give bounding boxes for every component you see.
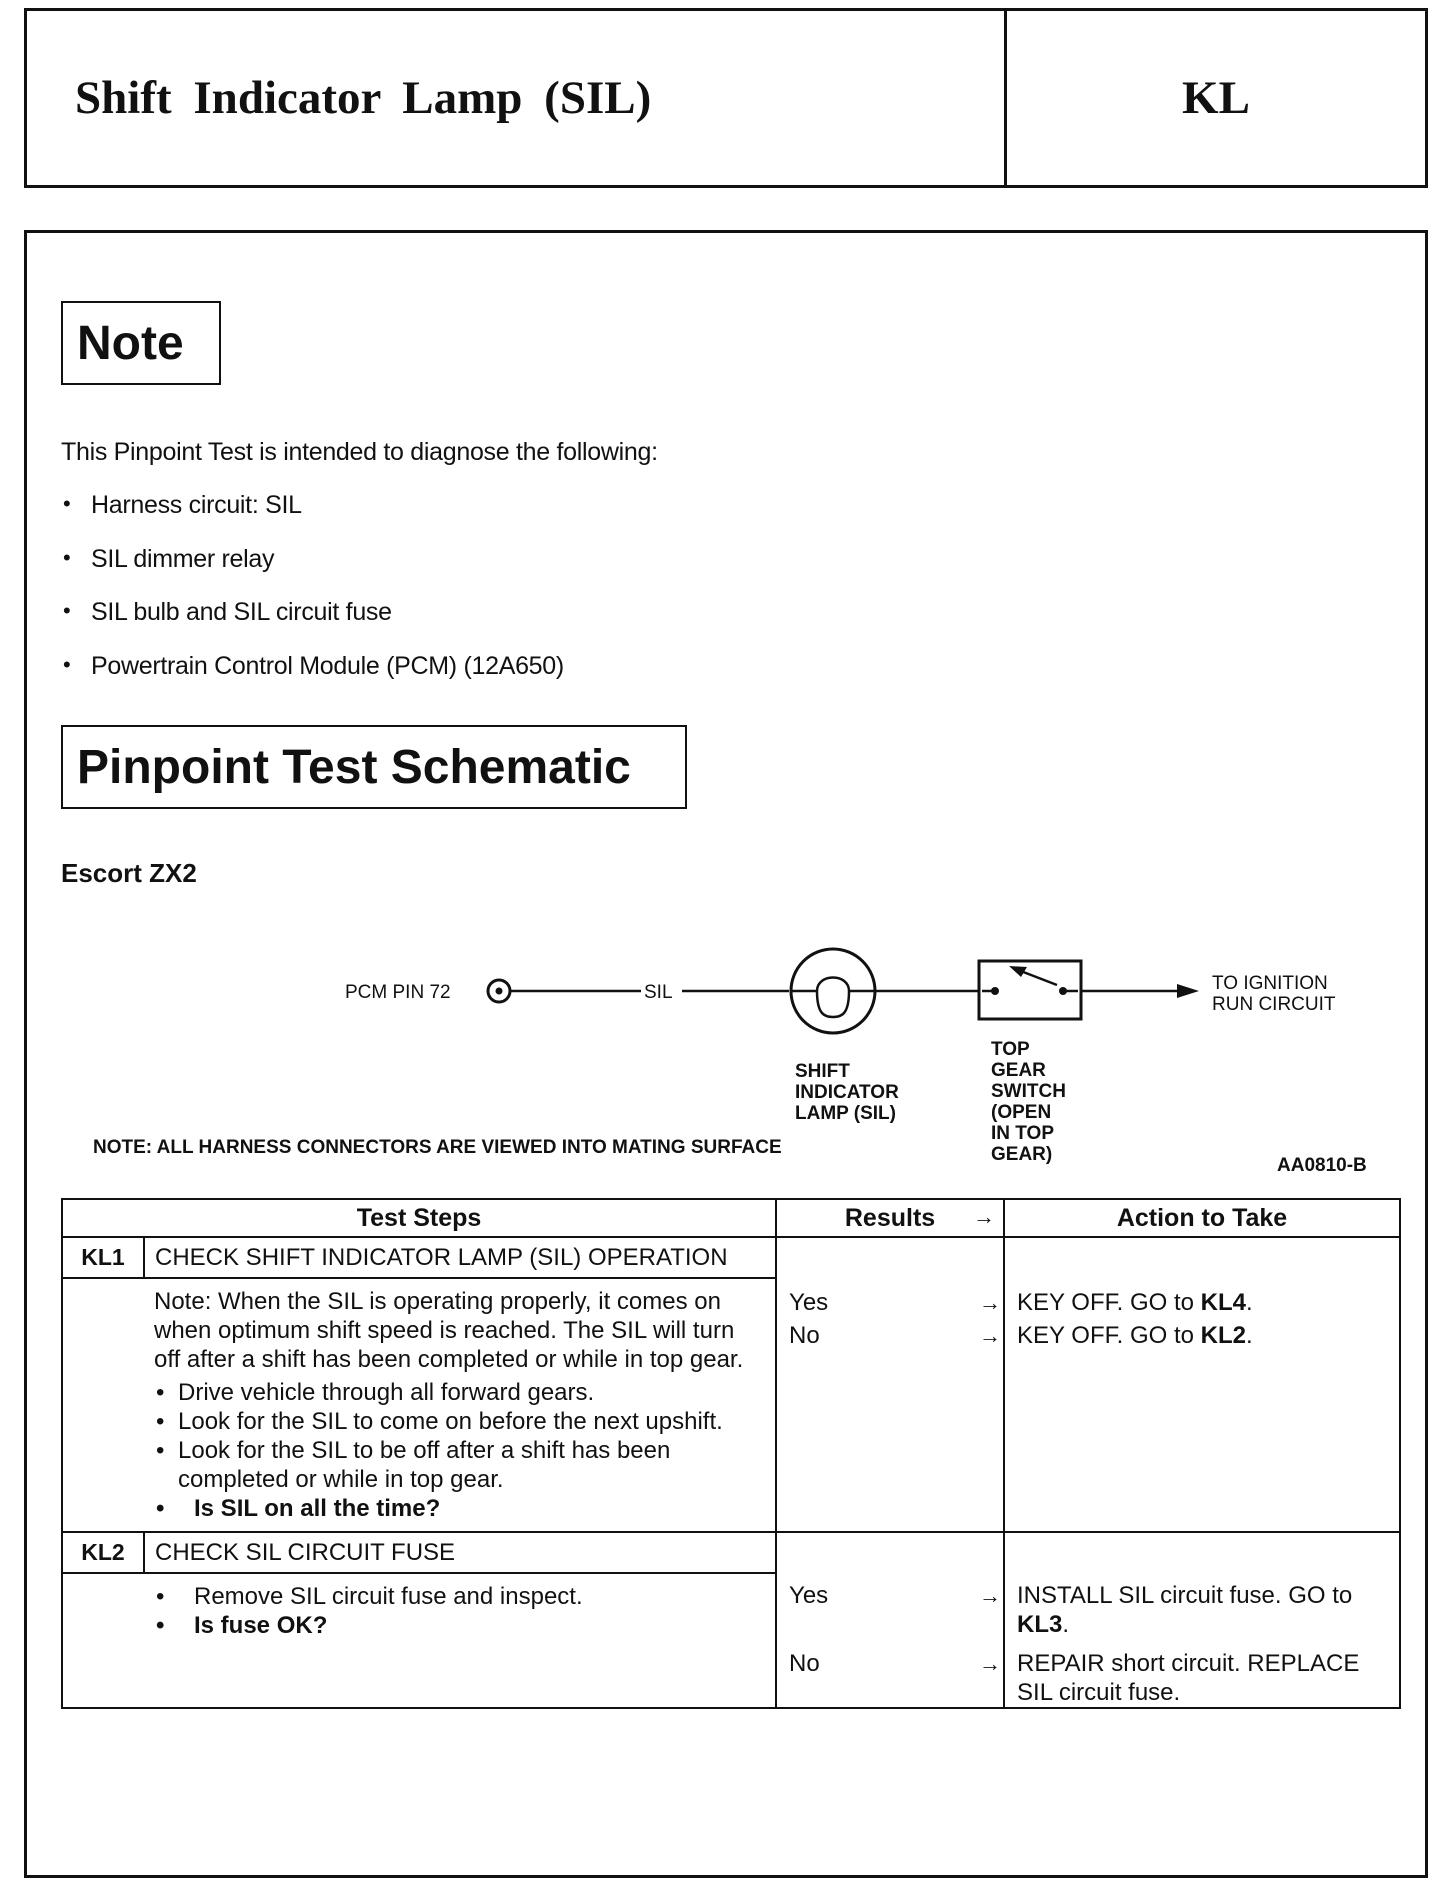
list-item: • Look for the SIL to be off after a shift has been completed or while in top gear. (154, 1436, 765, 1494)
schematic-diagram (27, 913, 1427, 1203)
arrow-right-icon (1177, 984, 1199, 998)
schematic-heading: Pinpoint Test Schematic (61, 725, 687, 809)
list-item: • SIL bulb and SIL circuit fuse (61, 598, 564, 652)
step-description (144, 1278, 776, 1532)
action-yes: KEY OFF. GO to KL4. (1017, 1289, 1253, 1316)
table-row (62, 1573, 1400, 1708)
list-item: • SIL dimmer relay (61, 545, 564, 599)
switch-label-line4: (OPEN (991, 1102, 1052, 1123)
results-cell (776, 1573, 1004, 1708)
section-code: KL (1182, 72, 1250, 124)
content-frame (24, 230, 1428, 1878)
pcm-pin-label: PCM PIN 72 (345, 982, 451, 1003)
step-id: KL2 (62, 1532, 144, 1573)
results-cell (776, 1278, 1004, 1532)
switch-label-line3: SWITCH (991, 1081, 1066, 1102)
ignition-label-line2: RUN CIRCUIT (1212, 994, 1336, 1015)
page-title: Shift Indicator Lamp (SIL) (27, 11, 1007, 185)
figure-id: AA0810-B (1277, 1155, 1367, 1176)
diagnosis-list (61, 491, 564, 705)
lamp-label-line3: LAMP (SIL) (795, 1103, 896, 1124)
table-row (62, 1278, 1400, 1532)
step-question: • Is SIL on all the time? (154, 1494, 765, 1523)
table-row (62, 1237, 1400, 1278)
action-yes: INSTALL SIL circuit fuse. GO to KL3. (1017, 1582, 1353, 1638)
result-yes: Yes (789, 1582, 829, 1609)
step-question: • Is fuse OK? (154, 1611, 765, 1640)
action-cell (1004, 1532, 1400, 1573)
table-row (62, 1532, 1400, 1573)
step-id: KL1 (62, 1237, 144, 1278)
switch-label-line5: IN TOP (991, 1123, 1054, 1144)
results-cell (776, 1237, 1004, 1278)
header-test-steps: Test Steps (62, 1199, 776, 1237)
result-yes: Yes (789, 1289, 829, 1316)
list-item: • Remove SIL circuit fuse and inspect. (154, 1582, 765, 1611)
arrow-right-icon: → (979, 1651, 1002, 1676)
arrow-right-icon: → (979, 1290, 1002, 1315)
note-intro: This Pinpoint Test is intended to diagnose the following: (61, 438, 658, 466)
action-cell (1004, 1573, 1400, 1708)
step-ref: KL2 (1200, 1322, 1246, 1349)
lamp-label-line1: SHIFT (795, 1061, 850, 1082)
list-item: • Look for the SIL to come on before the next upshift. (154, 1407, 765, 1436)
list-item: • Harness circuit: SIL (61, 491, 564, 545)
test-steps-table (61, 1198, 1401, 1709)
page-header (24, 8, 1428, 188)
result-no: No (789, 1322, 820, 1349)
result-no: No (789, 1650, 820, 1677)
header-action: Action to Take (1004, 1199, 1400, 1237)
list-item: • Powertrain Control Module (PCM) (12A650) (61, 652, 564, 706)
vehicle-label: Escort ZX2 (61, 858, 197, 888)
switch-label-line6: GEAR) (991, 1144, 1053, 1165)
action-no: REPAIR short circuit. REPLACE SIL circuit fuse. (1017, 1650, 1360, 1706)
schematic-note: NOTE: ALL HARNESS CONNECTORS ARE VIEWED INTO MATING SURFACE (93, 1137, 782, 1158)
step-description (144, 1573, 776, 1708)
arrow-right-icon: → (979, 1583, 1002, 1608)
step-ref: KL4 (1200, 1289, 1246, 1316)
step-title: CHECK SIL CIRCUIT FUSE (144, 1532, 776, 1573)
switch-label-line2: GEAR (991, 1060, 1046, 1081)
action-no: KEY OFF. GO to KL2. (1017, 1322, 1253, 1349)
table-header-row (62, 1199, 1400, 1237)
wire-label: SIL (644, 982, 673, 1003)
ignition-label-line1: TO IGNITION (1212, 973, 1328, 994)
header-results-label: Results (844, 1203, 936, 1232)
step-title: CHECK SHIFT INDICATOR LAMP (SIL) OPERATION (144, 1237, 776, 1278)
header-results (776, 1199, 1004, 1237)
step-note: Note: When the SIL is operating properly, it comes on when optimum shift speed is reached. The SIL will turn off after a shift has been completed or while in top gear. (154, 1288, 744, 1373)
results-cell (776, 1532, 1004, 1573)
list-item: • Drive vehicle through all forward gears. (154, 1378, 765, 1407)
arrow-right-icon: → (979, 1323, 1002, 1348)
action-cell (1004, 1237, 1400, 1278)
switch-label-line1: TOP (991, 1039, 1030, 1060)
note-heading: Note (61, 301, 221, 385)
action-cell (1004, 1278, 1400, 1532)
step-ref: KL3 (1017, 1611, 1063, 1638)
arrow-right-icon: → (973, 1204, 996, 1229)
lamp-label-line2: INDICATOR (795, 1082, 899, 1103)
